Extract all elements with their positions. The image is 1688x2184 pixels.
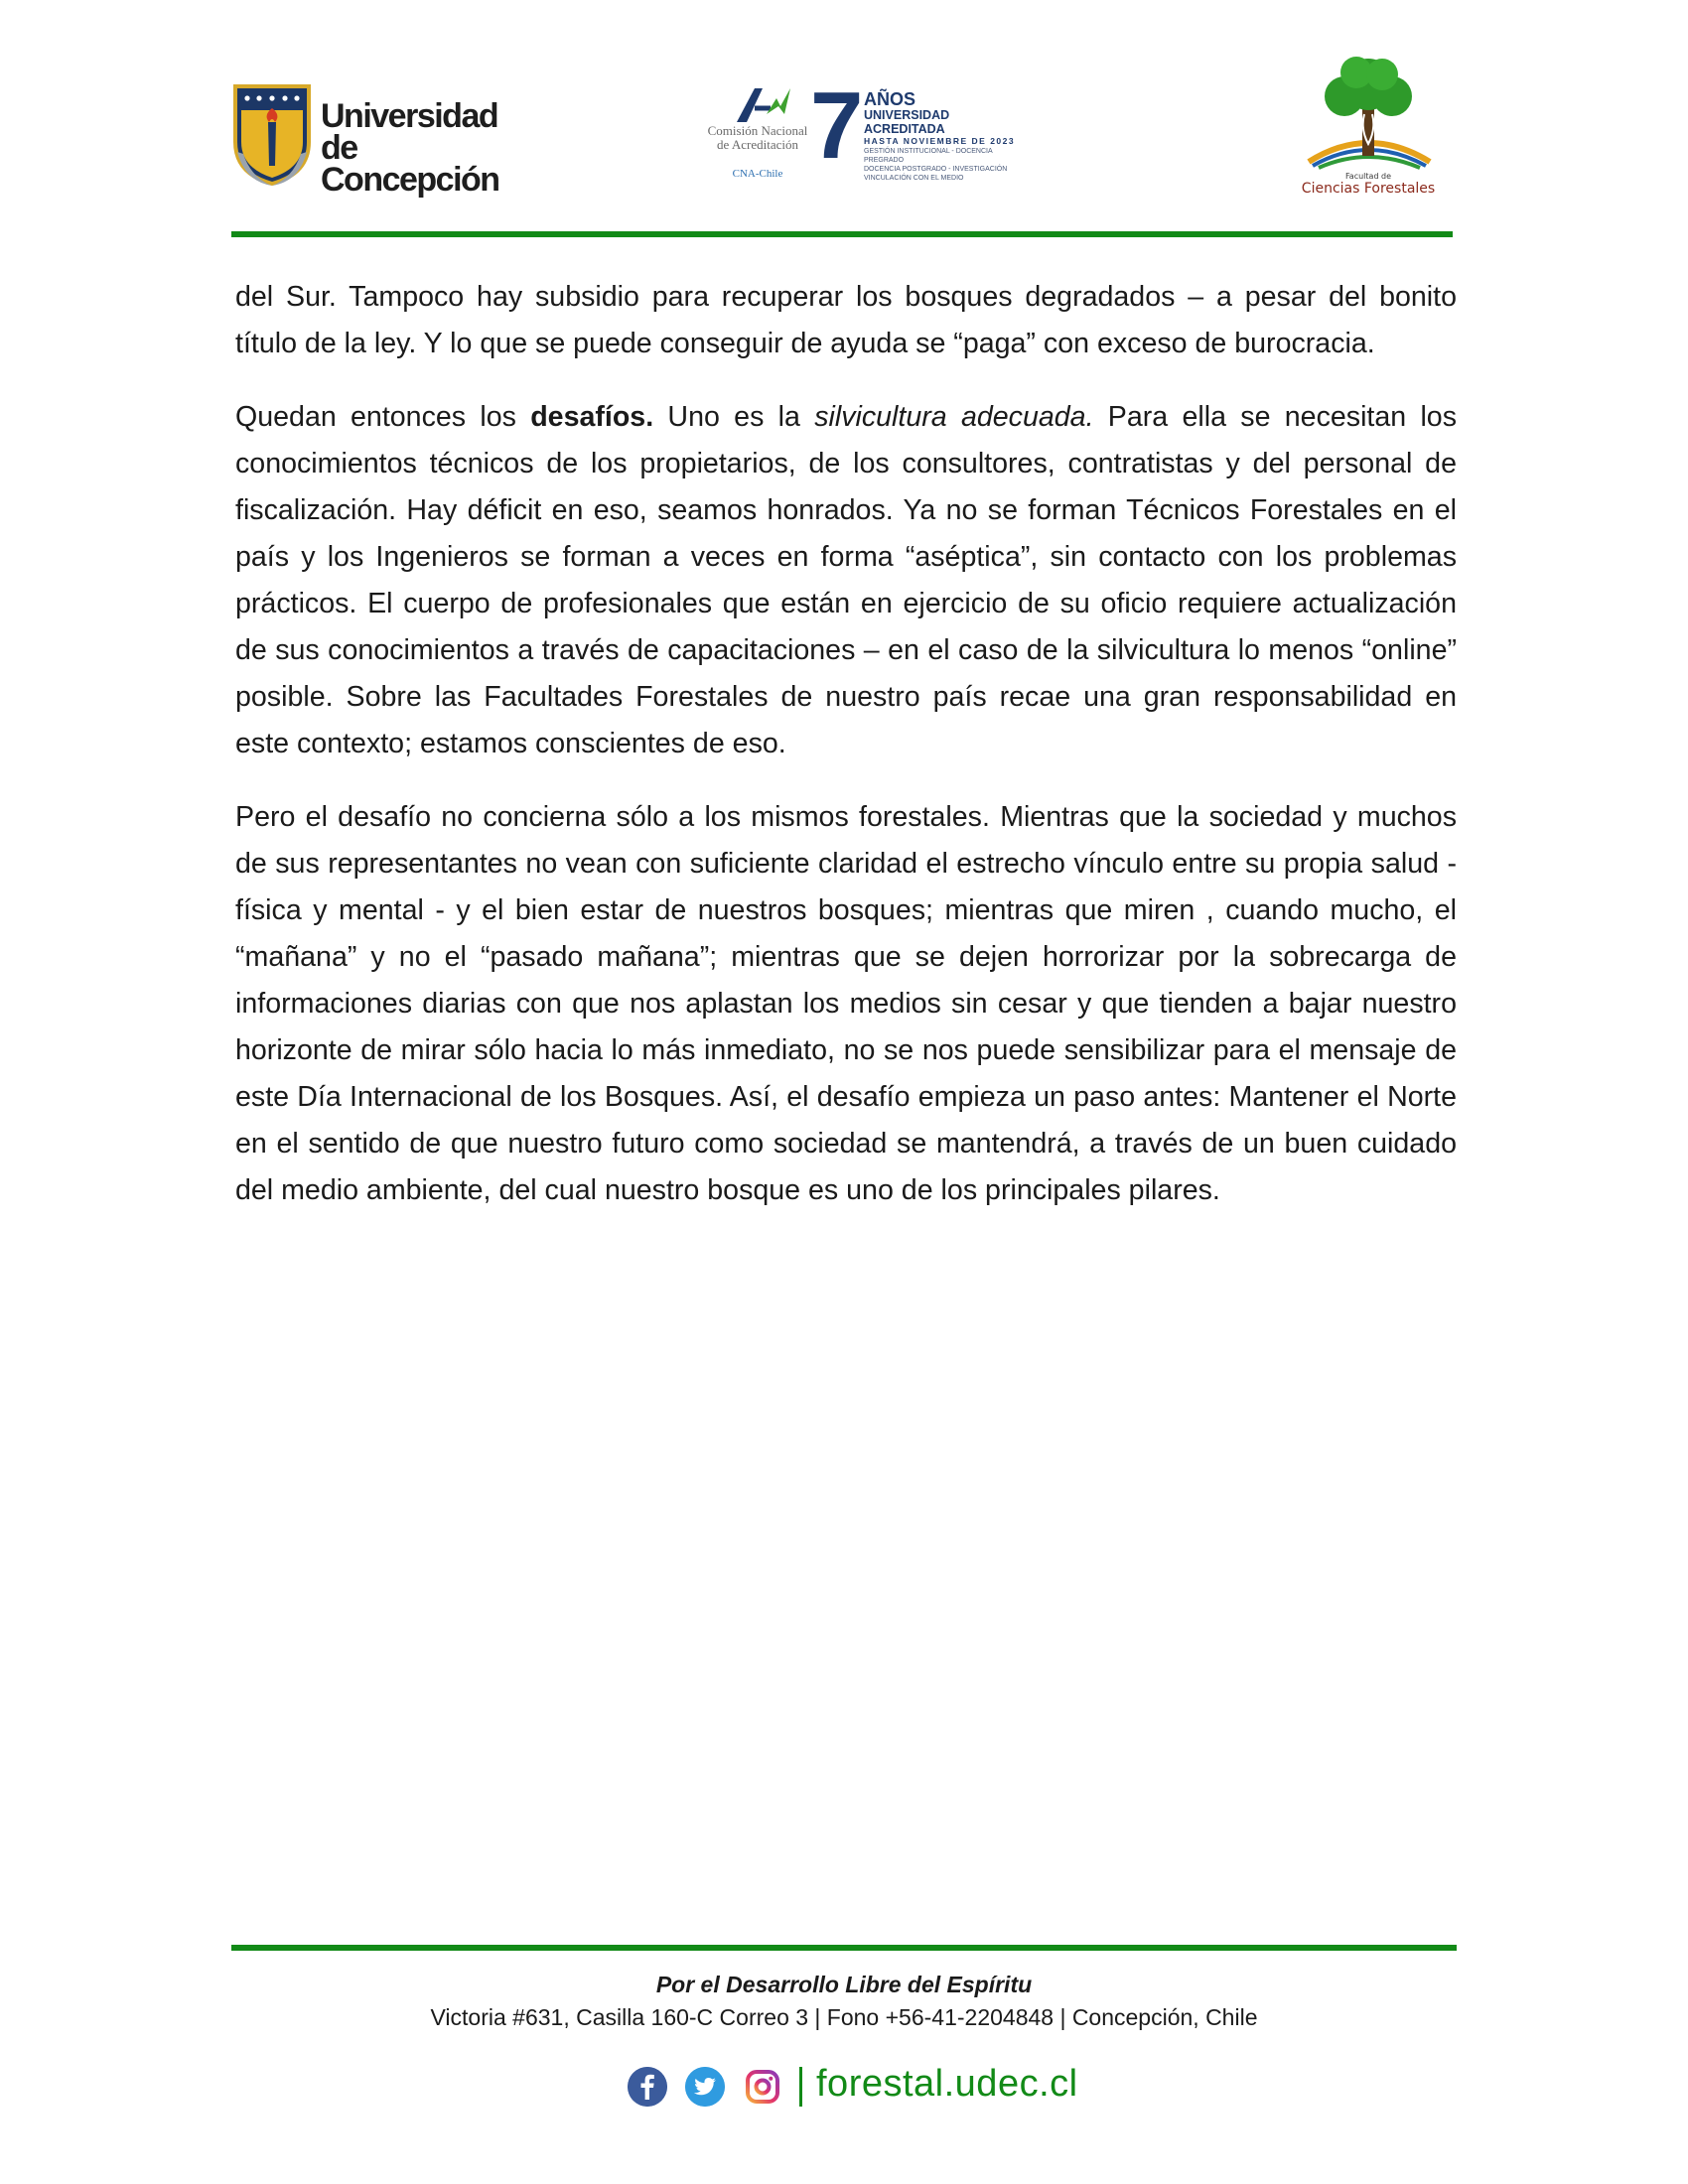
cna-org-line1: Comisión Nacional xyxy=(707,123,808,138)
faculty-logo xyxy=(1279,55,1458,204)
cna-accreditation-info xyxy=(864,90,1033,183)
footer-social-bar xyxy=(626,2065,1082,2111)
paragraph-1: del Sur. Tampoco hay subsidio para recuperar los bosques degradados – a pesar del bonito título de la ley. Y lo que se puede conseguir de ayuda se “paga” con exceso de burocracia. xyxy=(235,281,1457,359)
cna-org-line2: de Acreditación xyxy=(717,137,798,152)
footer-address: Victoria #631, Casilla 160-C Correo 3 | Fono +56-41-2204848 | Concepción, Chile xyxy=(430,2004,1258,2030)
cna-org-short: CNA-Chile xyxy=(732,168,783,180)
faculty-logo-line2: Ciencias Forestales xyxy=(1301,181,1436,197)
paragraph-2-bold-term: desafíos. xyxy=(530,401,654,433)
cna-areas-line3: VINCULACIÓN CON EL MEDIO xyxy=(864,175,964,182)
footer-motto: Por el Desarrollo Libre del Espíritu xyxy=(655,1972,1033,1997)
udec-logo-line1: Universidad xyxy=(321,97,498,135)
cna-areas-line2: DOCENCIA POSTGRADO - INVESTIGACIÓN xyxy=(864,166,1008,173)
udec-logo-text xyxy=(321,97,499,199)
cna-accreditation-logo xyxy=(703,72,1031,184)
cna-years-number: 7 xyxy=(810,72,864,179)
cna-org-name xyxy=(703,124,812,152)
twitter-icon[interactable] xyxy=(685,2067,725,2107)
cna-accredited-label: UNIVERSIDAD ACREDITADA xyxy=(864,108,950,136)
cna-years-label: AÑOS xyxy=(864,89,916,109)
facebook-icon[interactable] xyxy=(628,2067,667,2107)
paragraph-3: Pero el desafío no concierna sólo a los mismos forestales. Mientras que la sociedad y muchos de sus representantes no vean con suficiente claridad el estrecho vínculo entre su propia salud - física y mental - y el bien estar de nuestros bosques; mientras que miren , cuando mucho, el “mañana” y no el “pasado mañana”; mientras que se dejen horrorizar por la sobrecarga de informaciones diarias con que nos aplastan los medios sin cesar y que tienden a bajar nuestro horizonte de mirar sólo hacia lo más inmediato, no se nos puede sensibilizar para el mensaje de este Día Internacional de los Bosques. Así, el desafío empieza un paso antes: Mantener el Norte en el sentido de que nuestro futuro como sociedad se mantendrá, a través de un buen cuidado del medio ambiente, del cual nuestro bosque es uno de los principales pilares. xyxy=(235,801,1457,1206)
cna-until-label: HASTA NOVIEMBRE DE 2023 xyxy=(864,136,1016,146)
udec-logo-line2: de Concepción xyxy=(321,129,499,199)
header-divider xyxy=(231,231,1453,237)
faculty-logo-line1: Facultad de xyxy=(1344,172,1392,181)
paragraph-2-italic-term: silvicultura adecuada. xyxy=(814,401,1094,433)
paragraph-2-intro: Quedan entonces los xyxy=(235,401,531,433)
cna-areas-line1: GESTIÓN INSTITUCIONAL - DOCENCIA PREGRADO xyxy=(864,148,993,164)
document-body xyxy=(235,274,1457,1241)
footer-divider xyxy=(231,1945,1457,1951)
website-link[interactable]: forestal.udec.cl xyxy=(816,2063,1078,2105)
paragraph-2 xyxy=(235,394,1457,767)
paragraph-2-rest: Para ella se necesitan los conocimientos técnicos de los propietarios, de los consultores, contratistas y del personal de fiscalización. Hay déficit en eso, seamos honrados. Ya no se forman Técnicos Forestales en el país y los Ingenieros se forman a veces en forma “aséptica”, sin contacto con los problemas prácticos. El cuerpo de profesionales que están en ejercicio de su oficio requiere actualización de sus conocimientos a través de capacitaciones – en el caso de la silvicultura lo menos “online” posible. Sobre las Facultades Forestales de nuestro país recae una gran responsabilidad en este contexto; estamos conscientes de eso. xyxy=(235,401,1457,759)
cna-mark-icon xyxy=(733,84,792,124)
udec-shield-icon xyxy=(231,82,313,186)
page-header xyxy=(231,55,1453,233)
paragraph-2-text: Uno es la xyxy=(653,401,815,433)
instagram-icon[interactable] xyxy=(743,2067,782,2107)
social-separator xyxy=(799,2067,802,2107)
udec-logo xyxy=(231,82,499,199)
tree-icon xyxy=(1299,55,1438,172)
